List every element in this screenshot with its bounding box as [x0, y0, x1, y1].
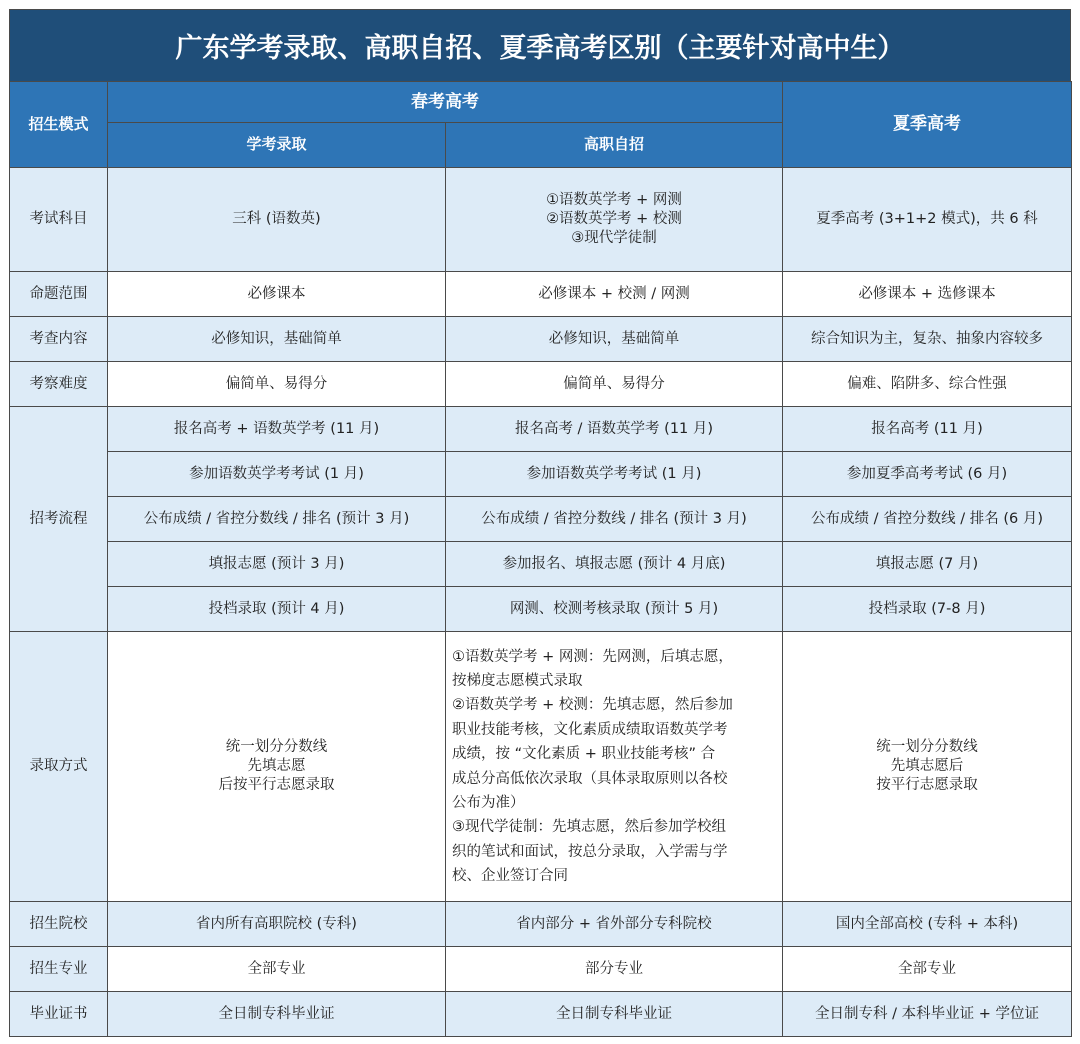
row-process-step: [10, 497, 1072, 542]
cell-line: 统一划分分数线: [876, 739, 978, 756]
cell-gaozhi: 全日制专科毕业证: [446, 992, 783, 1037]
cell-line: 先填志愿后: [890, 758, 964, 775]
header-xuekao: 学考录取: [108, 123, 446, 168]
cell-xuekao: 全日制专科毕业证: [108, 992, 446, 1037]
cell-xuekao: 三科 (语数英): [108, 168, 446, 272]
row-process-step: [10, 542, 1072, 587]
cell-summer: 夏季高考 (3+1+2 模式)，共 6 科: [783, 168, 1072, 272]
row-label: 录取方式: [10, 632, 108, 902]
header-summer: 夏季高考: [783, 82, 1072, 168]
row-label: 毕业证书: [10, 992, 108, 1037]
header-row-1: [10, 82, 1072, 123]
cell-summer: 全部专业: [783, 947, 1072, 992]
cell-line: 校、企业签订合同: [452, 867, 568, 884]
cell-xuekao: 参加语数英学考考试 (1 月): [108, 452, 446, 497]
cell-line: ②语数英学考 + 校测: [546, 211, 682, 228]
cell-gaozhi: [446, 632, 783, 902]
cell-line: ②语数英学考 + 校测：先填志愿，然后参加: [452, 697, 733, 714]
row-content: [10, 317, 1072, 362]
row-subjects: [10, 168, 1072, 272]
row-label: 考察难度: [10, 362, 108, 407]
row-label: 招生院校: [10, 902, 108, 947]
cell-xuekao: 必修课本: [108, 272, 446, 317]
row-certificate: [10, 992, 1072, 1037]
cell-line: 成绩，按 “文化素质 + 职业技能考核” 合: [452, 746, 716, 763]
cell-line: 按梯度志愿模式录取: [452, 673, 583, 690]
cell-gaozhi: 必修知识，基础简单: [446, 317, 783, 362]
cell-gaozhi: 省内部分 + 省外部分专科院校: [446, 902, 783, 947]
row-process-step: [10, 407, 1072, 452]
cell-summer: 全日制专科 / 本科毕业证 + 学位证: [783, 992, 1072, 1037]
row-process-step: [10, 587, 1072, 632]
row-schools: [10, 902, 1072, 947]
cell-line: ①语数英学考 + 网测: [546, 192, 682, 209]
comparison-document: [9, 9, 1071, 1035]
cell-summer: 投档录取 (7-8 月): [783, 587, 1072, 632]
cell-summer: 填报志愿 (7 月): [783, 542, 1072, 587]
header-gaozhi: 高职自招: [446, 123, 783, 168]
cell-line: 成总分高低依次录取（具体录取原则以各校: [452, 770, 728, 787]
cell-xuekao: [108, 632, 446, 902]
comparison-table: [9, 81, 1072, 1037]
cell-xuekao: 必修知识，基础简单: [108, 317, 446, 362]
cell-xuekao: 填报志愿 (预计 3 月): [108, 542, 446, 587]
cell-xuekao: 公布成绩 / 省控分数线 / 排名 (预计 3 月): [108, 497, 446, 542]
cell-summer: 国内全部高校 (专科 + 本科): [783, 902, 1072, 947]
row-label: 命题范围: [10, 272, 108, 317]
cell-line: 职业技能考核，文化素质成绩取语数英学考: [452, 721, 728, 738]
cell-line: 织的笔试和面试，按总分录取，入学需与学: [452, 843, 728, 860]
row-admission: [10, 632, 1072, 902]
cell-xuekao: 省内所有高职院校 (专科): [108, 902, 446, 947]
row-label: 招考流程: [10, 407, 108, 632]
cell-line: ③现代学徒制: [571, 229, 657, 246]
cell-line: 先填志愿: [247, 758, 306, 775]
cell-line: 后按平行志愿录取: [218, 776, 335, 793]
cell-line: 公布为准）: [452, 794, 525, 811]
cell-gaozhi: 参加语数英学考考试 (1 月): [446, 452, 783, 497]
page-title: 广东学考录取、高职自招、夏季高考区别（主要针对高中生）: [9, 9, 1071, 81]
cell-xuekao: 投档录取 (预计 4 月): [108, 587, 446, 632]
cell-summer: 报名高考 (11 月): [783, 407, 1072, 452]
cell-xuekao: 全部专业: [108, 947, 446, 992]
row-process-step: [10, 452, 1072, 497]
cell-gaozhi: 必修课本 + 校测 / 网测: [446, 272, 783, 317]
row-scope: [10, 272, 1072, 317]
cell-summer: 公布成绩 / 省控分数线 / 排名 (6 月): [783, 497, 1072, 542]
cell-gaozhi: 偏简单、易得分: [446, 362, 783, 407]
row-label: 考查内容: [10, 317, 108, 362]
cell-gaozhi: [446, 168, 783, 272]
cell-xuekao: 偏简单、易得分: [108, 362, 446, 407]
cell-line: 按平行志愿录取: [876, 776, 978, 793]
row-difficulty: [10, 362, 1072, 407]
cell-summer: 参加夏季高考考试 (6 月): [783, 452, 1072, 497]
cell-gaozhi: 网测、校测考核录取 (预计 5 月): [446, 587, 783, 632]
row-majors: [10, 947, 1072, 992]
cell-line: 统一划分分数线: [225, 739, 328, 756]
row-label: 招生专业: [10, 947, 108, 992]
cell-gaozhi: 部分专业: [446, 947, 783, 992]
header-mode: 招生模式: [10, 82, 108, 168]
cell-summer: [783, 632, 1072, 902]
cell-line: ①语数英学考 + 网测：先网测，后填志愿，: [452, 648, 733, 665]
cell-gaozhi: 公布成绩 / 省控分数线 / 排名 (预计 3 月): [446, 497, 783, 542]
row-label: 考试科目: [10, 168, 108, 272]
cell-line: ③现代学徒制：先填志愿，然后参加学校组: [452, 819, 726, 836]
header-spring: 春考高考: [108, 82, 783, 123]
cell-gaozhi: 报名高考 / 语数英学考 (11 月): [446, 407, 783, 452]
cell-gaozhi: 参加报名、填报志愿 (预计 4 月底): [446, 542, 783, 587]
cell-xuekao: 报名高考 + 语数英学考 (11 月): [108, 407, 446, 452]
cell-summer: 必修课本 + 选修课本: [783, 272, 1072, 317]
cell-summer: 偏难、陷阱多、综合性强: [783, 362, 1072, 407]
cell-summer: 综合知识为主，复杂、抽象内容较多: [783, 317, 1072, 362]
